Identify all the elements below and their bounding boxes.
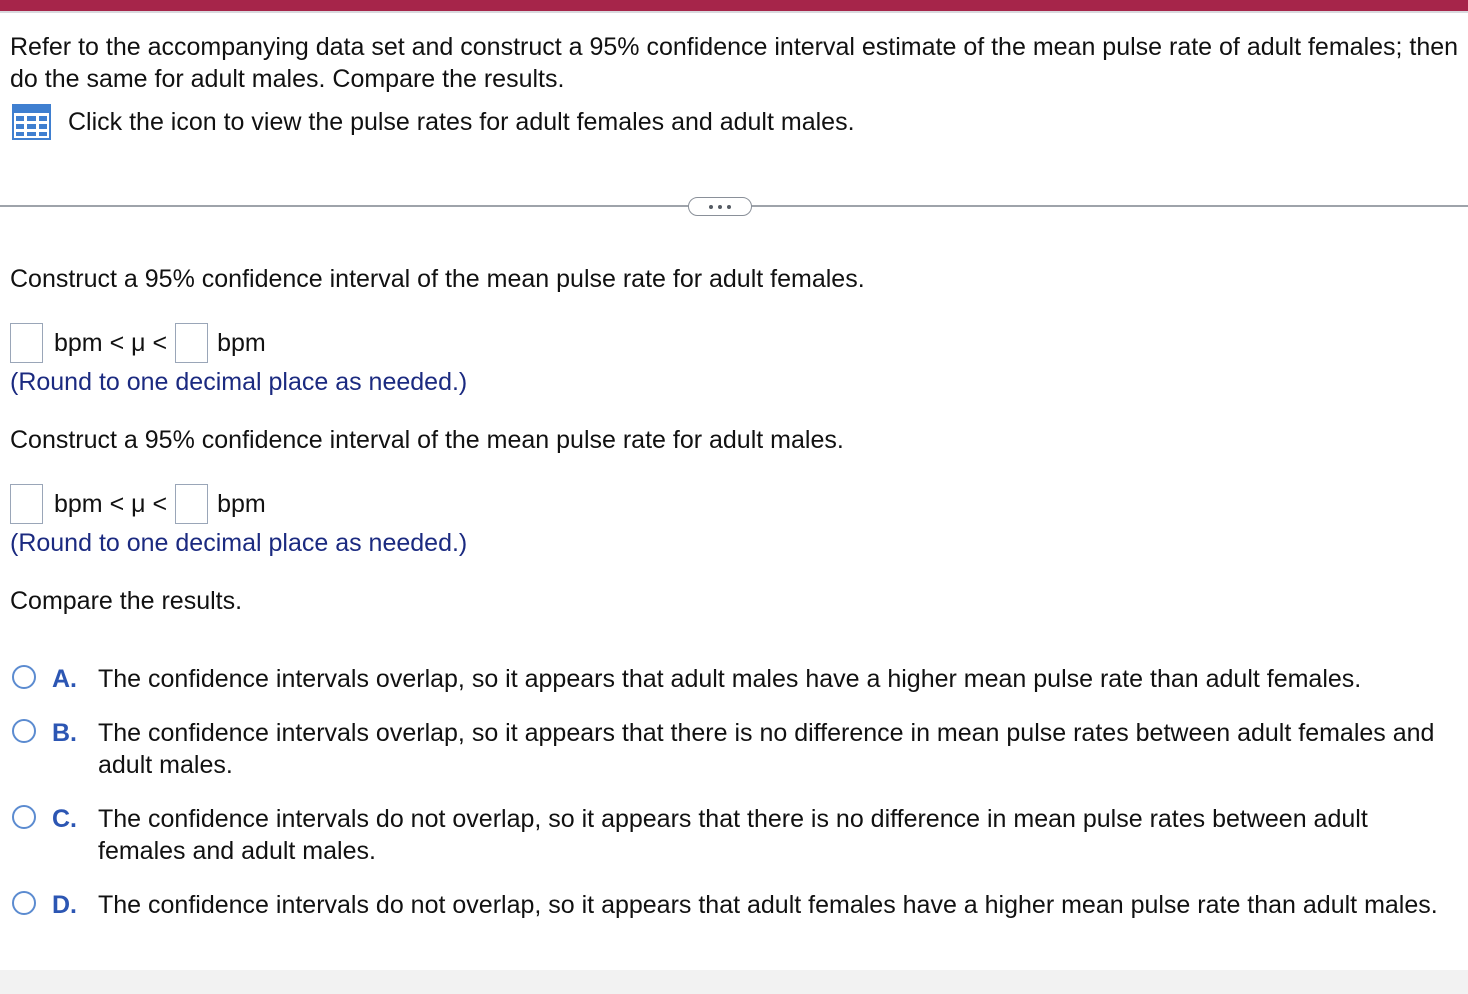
males-lower-bound-input[interactable] — [10, 484, 43, 524]
males-rounding-hint: (Round to one decimal place as needed.) — [10, 529, 468, 557]
data-set-link-label[interactable]: Click the icon to view the pulse rates for adult females and adult males. — [68, 107, 855, 136]
females-interval-row — [10, 322, 266, 364]
show-more-button[interactable] — [688, 197, 752, 216]
ellipsis-icon — [718, 205, 722, 209]
choice-a[interactable] — [12, 663, 1452, 699]
males-relation-label: bpm < μ < — [54, 489, 168, 518]
females-lower-bound-input[interactable] — [10, 323, 43, 363]
choice-b-text[interactable]: The confidence intervals overlap, so it appears that there is no difference in mean pulse rates between adult females and adult males. — [98, 719, 1435, 779]
males-upper-bound-input[interactable] — [175, 484, 208, 524]
females-rounding-hint: (Round to one decimal place as needed.) — [10, 368, 468, 396]
footer-bar — [0, 970, 1468, 994]
question-text: Refer to the accompanying data set and construct a 95% confidence interval estimate of the mean pulse rate of adult females; then do the same for adult males. Compare the results. — [10, 33, 1459, 93]
choice-d[interactable] — [12, 889, 1452, 955]
data-set-link[interactable] — [12, 104, 855, 140]
choice-c-letter: C. — [52, 805, 77, 833]
females-prompt: Construct a 95% confidence interval of the mean pulse rate for adult females. — [10, 265, 865, 293]
choice-c-text[interactable]: The confidence intervals do not overlap, so it appears that there is no difference in mean pulse rates between adult females and adult males. — [98, 805, 1368, 865]
ellipsis-icon — [727, 205, 731, 209]
top-bar-shadow — [0, 11, 1468, 13]
choice-a-radio[interactable] — [12, 665, 36, 689]
choice-d-radio[interactable] — [12, 891, 36, 915]
choice-a-letter: A. — [52, 665, 77, 693]
choice-d-text[interactable]: The confidence intervals do not overlap, so it appears that adult females have a higher mean pulse rate than adult males. — [98, 891, 1438, 919]
grid-icon[interactable] — [12, 104, 51, 140]
females-upper-bound-input[interactable] — [175, 323, 208, 363]
males-unit-label: bpm — [217, 489, 266, 518]
choice-c-radio[interactable] — [12, 805, 36, 829]
choice-b[interactable] — [12, 717, 1452, 783]
choice-a-text[interactable]: The confidence intervals overlap, so it appears that adult males have a higher mean pulse rate than adult females. — [98, 665, 1362, 693]
compare-prompt: Compare the results. — [10, 587, 243, 615]
females-relation-label: bpm < μ < — [54, 328, 168, 357]
top-accent-bar — [0, 0, 1468, 11]
choice-d-letter: D. — [52, 891, 77, 919]
females-unit-label: bpm — [217, 328, 266, 357]
choice-b-radio[interactable] — [12, 719, 36, 743]
choice-b-letter: B. — [52, 719, 77, 747]
ellipsis-icon — [709, 205, 713, 209]
males-prompt: Construct a 95% confidence interval of the mean pulse rate for adult males. — [10, 426, 844, 454]
males-interval-row — [10, 483, 266, 525]
choice-c[interactable] — [12, 803, 1452, 869]
